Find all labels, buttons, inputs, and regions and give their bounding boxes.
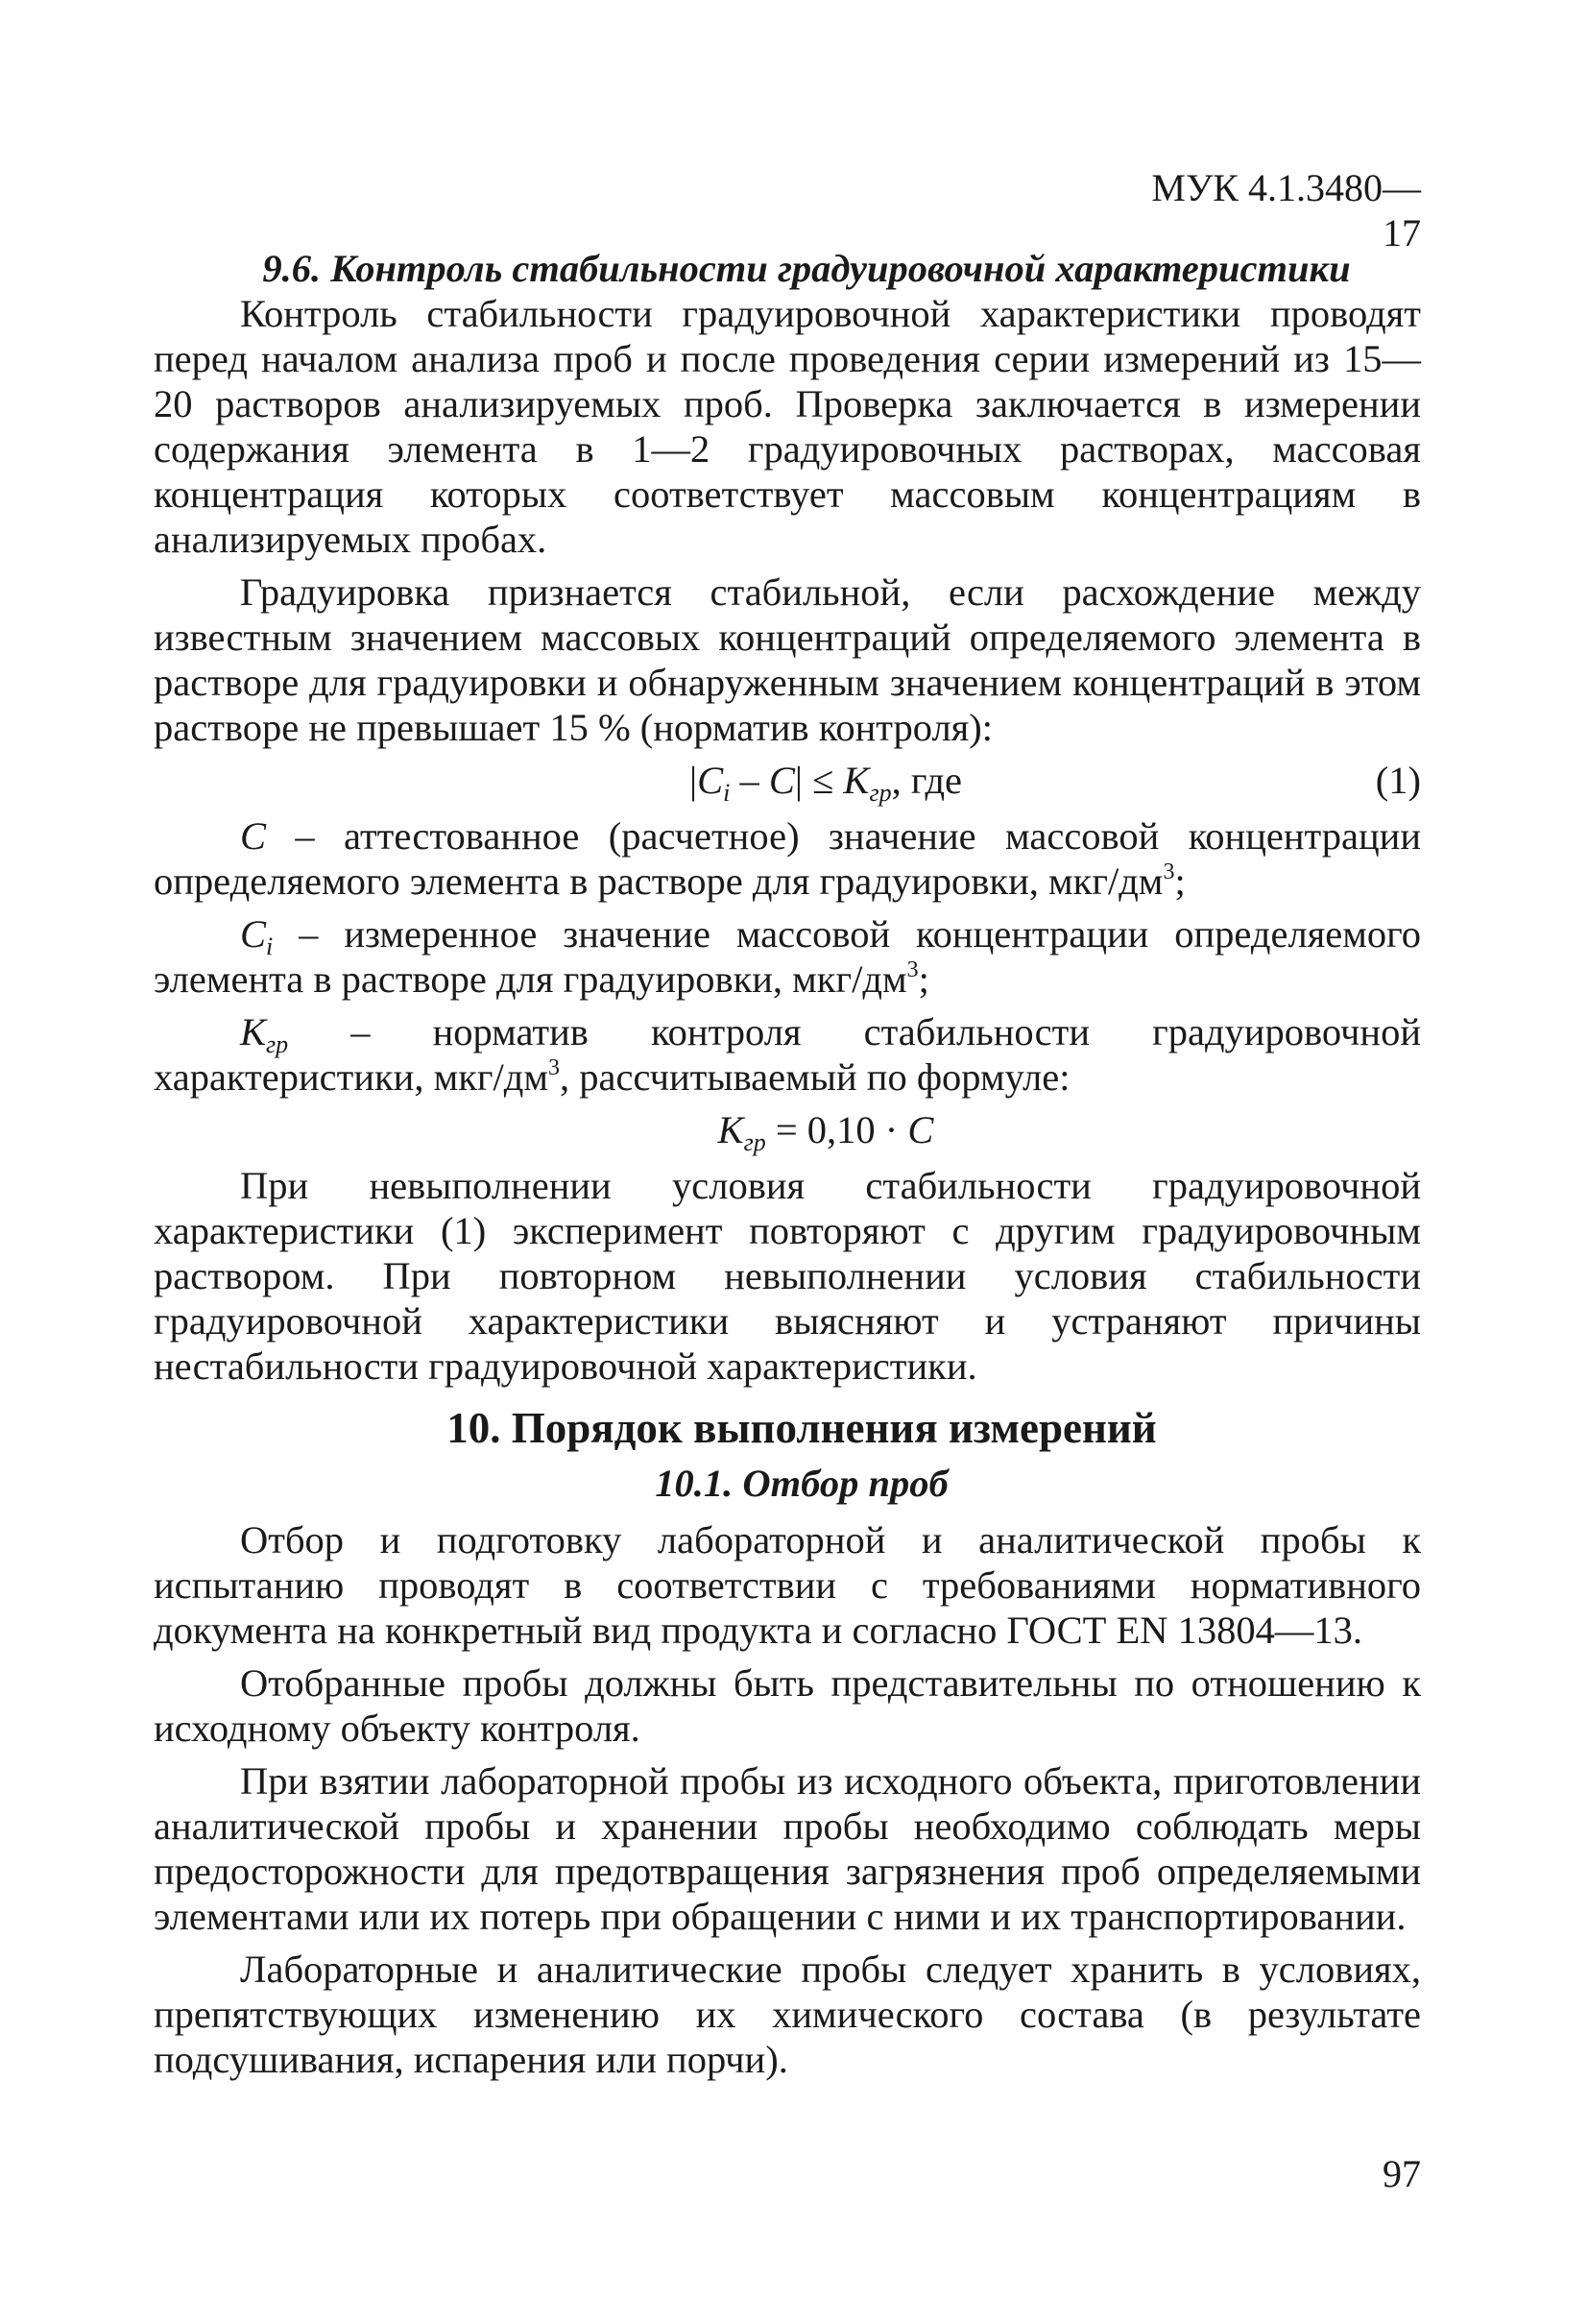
section-10-1-paragraph-2: Отобранные пробы должны быть представительны по отношению к исходному объекту контроля. [154,1661,1421,1750]
formula-1-number: (1) [1375,759,1421,802]
definition-ci: $C_i$ – измеренное значение массовой концентрации определяемого элемента в растворе для градуировки, мкг/$дм^3$; [154,912,1421,1001]
definition-k: $K_{гр}$ – норматив контроля стабильности градуировочной характеристики, мкг/$дм^3$, рассчитываемый по формуле: [154,1010,1421,1099]
section-10-1-paragraph-4: Лабораторные и аналитические пробы следует хранить в условиях, препятствующих изменению их химического состава (в результате подсушивания, испарения или порчи). [154,1948,1421,2081]
formula-1 [154,758,1421,806]
page-number: 97 [1383,2152,1421,2195]
page-body [154,134,1421,2090]
definition-c: C – аттестованное (расчетное) значение массовой концентрации определяемого элемента в растворе для градуировки, мкг/$дм^3$; [154,814,1421,903]
formula-2-expression: $K_{гр} = 0,10 \cdot C$ [717,1108,934,1156]
section-10-1-title: 10.1. Отбор проб [655,1462,949,1505]
section-10-1-paragraph-3: При взятии лабораторной пробы из исходного объекта, приготовлении аналитической пробы и хранении пробы необходимо соблюдать меры предосторожности для предотвращения загрязнения проб определяемыми элементами или их потерь при обращении с ними и их транспортировании. [154,1759,1421,1938]
formula-1-expression: $|C_i - C| \le K_{гр}$, где [688,759,963,807]
document-code: МУК 4.1.3480—17 [1151,166,1421,254]
formula-2 [154,1107,1421,1155]
section-10-title: 10. Порядок выполнения измерений [446,1404,1157,1452]
section-9-6-paragraph-2: Градуировка признается стабильной, если расхождение между известным значением массовых концентраций определяемого элемента в растворе для градуировки и обнаруженным значением концентраций в этом растворе не превышает 15 % (норматив контроля): [154,570,1421,749]
section-10-1-paragraph-1: Отбор и подготовку лабораторной и аналитической пробы к испытанию проводят в соответствии с требованиями нормативного документа на конкретный вид продукта и согласно ГОСТ EN 13804—13. [154,1518,1421,1652]
section-9-6-paragraph-3: При невыполнении условия стабильности градуировочной характеристики (1) эксперимент повторяют с другим градуировочным раствором. При повторном невыполнении условия стабильности градуировочной характеристики выясняют и устраняют причины нестабильности градуировочной характеристики. [154,1164,1421,1388]
section-9-6-paragraph-1: Контроль стабильности градуировочной характеристики проводят перед началом анализа проб и после проведения серии измерений из 15—20 растворов анализируемых проб. Проверка заключается в измерении содержания элемента в 1—2 градуировочных растворах, массовая концентрация которых соответствует массовым концентрациям в анализируемых пробах. [154,292,1421,561]
section-9-6-title: 9.6. Контроль стабильности градуировочной характеристики [262,247,1351,290]
